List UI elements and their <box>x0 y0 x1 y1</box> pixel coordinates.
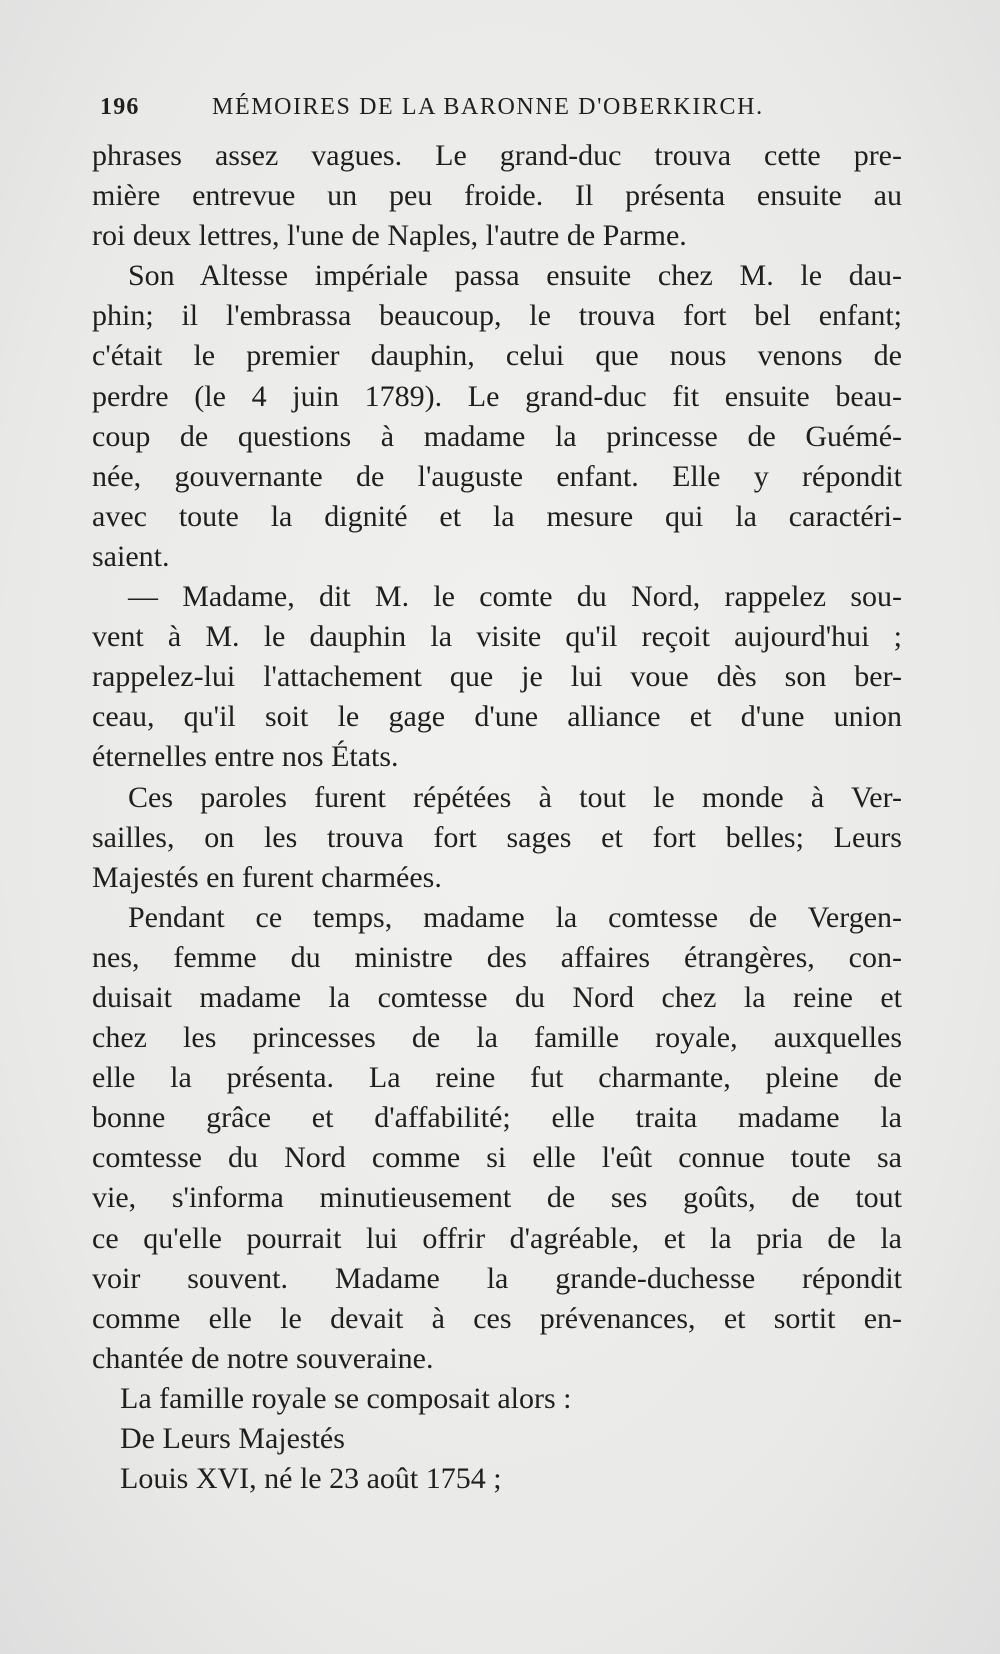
text-line: saient. <box>92 539 170 573</box>
text-line: c'était le premier dauphin, celui que nous venons de <box>92 339 902 373</box>
text-line: comtesse du Nord comme si elle l'eût connue toute sa <box>92 1141 902 1175</box>
text-line: Pendant ce temps, madame la comtesse de Vergen- <box>128 900 902 934</box>
text-line: roi deux lettres, l'une de Naples, l'autre de Parme. <box>92 219 687 253</box>
text-line: mière entrevue un peu froide. Il présenta ensuite au <box>92 179 902 213</box>
text-line: — Madame, dit M. le comte du Nord, rappelez sou- <box>128 580 902 614</box>
page-number: 196 <box>100 94 140 120</box>
text-line: Ces paroles furent répétées à tout le monde à Ver- <box>128 780 902 814</box>
text-line: La famille royale se composait alors : <box>120 1381 572 1415</box>
text-line: phrases assez vagues. Le grand-duc trouva cette pre- <box>92 139 902 172</box>
text-line: éternelles entre nos États. <box>92 740 399 774</box>
text-line: sailles, on les trouva fort sages et fort belles; Leurs <box>92 820 902 854</box>
text-line: bonne grâce et d'affabilité; elle traita madame la <box>92 1101 902 1135</box>
text-line: ceau, qu'il soit le gage d'une alliance et d'une union <box>92 700 902 734</box>
running-title: MÉMOIRES DE LA BARONNE D'OBERKIRCH. <box>212 94 764 120</box>
text-line: duisait madame la comtesse du Nord chez la reine et <box>92 980 902 1014</box>
text-line: coup de questions à madame la princesse de Guémé- <box>92 419 902 453</box>
text-line: vent à M. le dauphin la visite qu'il reçoit aujourd'hui ; <box>92 620 902 654</box>
text-line: rappelez-lui l'attachement que je lui voue dès son ber- <box>92 660 902 694</box>
text-line: Louis XVI, né le 23 août 1754 ; <box>120 1462 502 1496</box>
text-line: voir souvent. Madame la grande-duchesse répondit <box>92 1261 902 1295</box>
text-line: ce qu'elle pourrait lui offrir d'agréable, et la pria de la <box>92 1221 902 1255</box>
text-line: avec toute la dignité et la mesure qui la caractéri- <box>92 499 902 533</box>
text-line: nes, femme du ministre des affaires étrangères, con- <box>92 940 902 974</box>
page-header <box>100 92 900 122</box>
text-line: chez les princesses de la famille royale, auxquelles <box>92 1021 902 1055</box>
text-line: Son Altesse impériale passa ensuite chez M. le dau- <box>128 259 902 293</box>
text-line: De Leurs Majestés <box>120 1422 345 1455</box>
text-line: phin; il l'embrassa beaucoup, le trouva fort bel enfant; <box>92 299 902 333</box>
text-line: comme elle le devait à ces prévenances, et sortit en- <box>92 1301 902 1335</box>
text-line: vie, s'informa minutieusement de ses goûts, de tout <box>92 1181 902 1215</box>
text-line: chantée de notre souveraine. <box>92 1341 434 1375</box>
text-line: née, gouvernante de l'auguste enfant. Elle y répondit <box>92 459 902 493</box>
text-line: Majestés en furent charmées. <box>92 860 442 894</box>
body-text <box>92 136 902 1499</box>
text-line: perdre (le 4 juin 1789). Le grand-duc fit ensuite beau- <box>92 379 902 413</box>
text-line: elle la présenta. La reine fut charmante, pleine de <box>92 1061 902 1095</box>
